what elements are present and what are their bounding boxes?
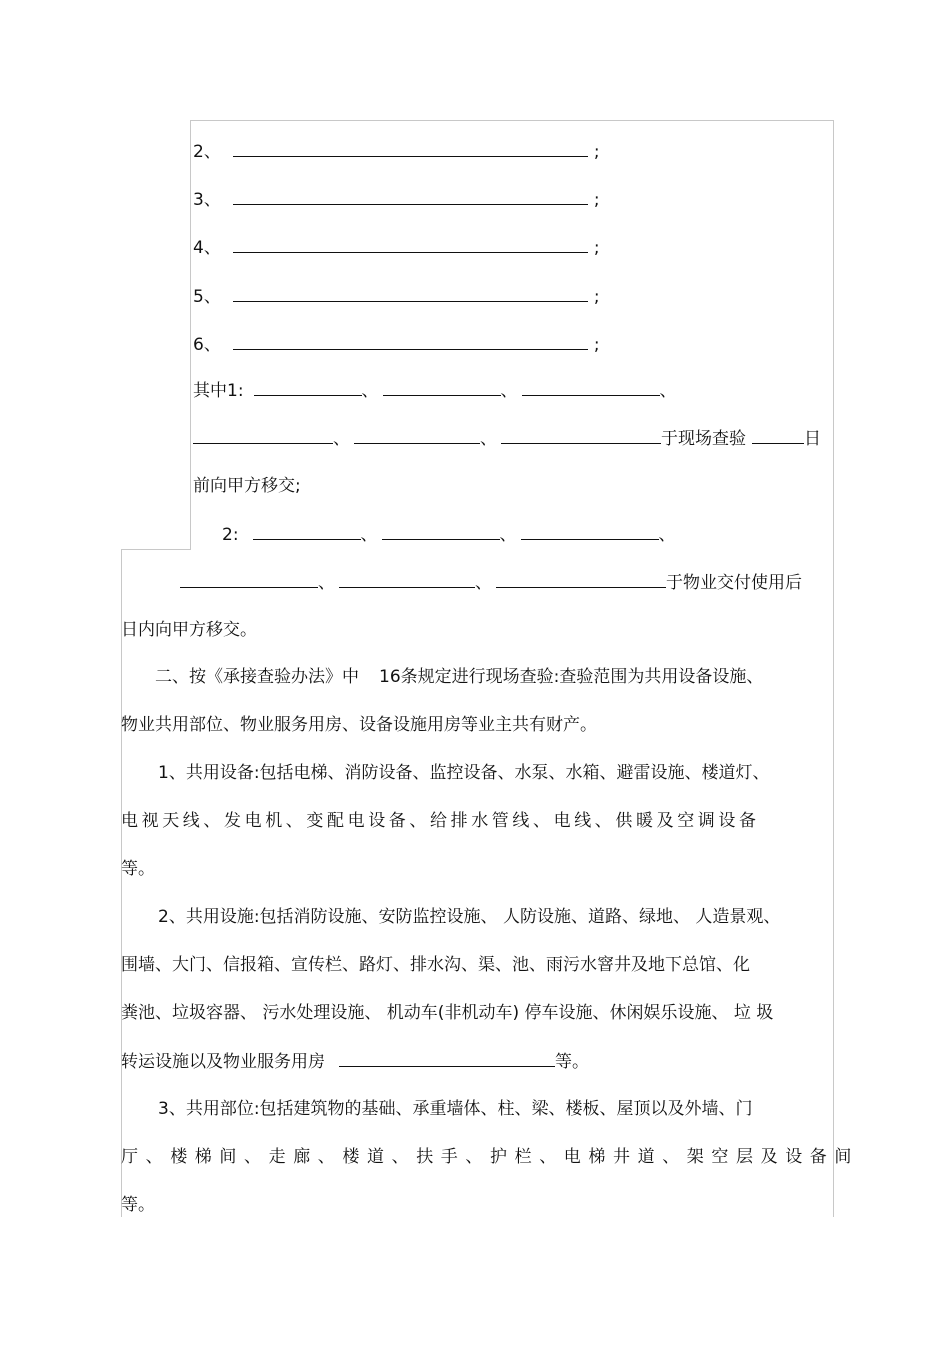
para1-line2: 电视天线、发电机、变配电设备、给排水管线、电线、供暖及空调设备 bbox=[121, 811, 760, 831]
section2-line2: 物业共用部位、物业服务用房、设备设施用房等业主共有财产。 bbox=[121, 715, 597, 735]
para2-text: 转运设施以及物业服务用房 bbox=[121, 1052, 325, 1072]
section2-line1 bbox=[155, 665, 763, 689]
para3-line3: 等。 bbox=[121, 1195, 155, 1215]
blank-line bbox=[233, 332, 588, 350]
item-number: 3、 bbox=[193, 190, 221, 210]
clause1-prefix: 其中1: bbox=[193, 381, 244, 401]
blank-line bbox=[233, 139, 588, 157]
clause1-line1 bbox=[193, 378, 677, 402]
blank-line bbox=[339, 1049, 555, 1067]
item-end: ; bbox=[593, 238, 600, 258]
item-end: ; bbox=[593, 190, 600, 210]
blank-line bbox=[193, 426, 333, 444]
blank-line bbox=[522, 378, 660, 396]
para1-line3: 等。 bbox=[121, 859, 155, 879]
item-end: ; bbox=[593, 287, 600, 307]
page-frame-right bbox=[833, 120, 834, 1217]
para2-line3: 粪池、垃圾容器、 污水处理设施、 机动车(非机动车) 停车设施、休闲娱乐设施、 垃 圾 bbox=[121, 1003, 774, 1023]
item-number: 4、 bbox=[193, 238, 221, 258]
clause2-line1 bbox=[222, 522, 676, 546]
clause2-line2 bbox=[180, 570, 802, 594]
item-end: ; bbox=[593, 142, 600, 162]
blank-line bbox=[254, 378, 362, 396]
separator: 、 bbox=[499, 525, 517, 545]
blank-line bbox=[521, 522, 659, 540]
item-end: ; bbox=[593, 335, 600, 355]
item-number: 2、 bbox=[193, 142, 221, 162]
list-item bbox=[193, 187, 600, 211]
para2-line1: 2、共用设施:包括消防设施、安防监控设施、 人防设施、道路、绿地、 人造景观、 bbox=[158, 907, 781, 927]
separator: 、 bbox=[480, 429, 497, 449]
clause2-line3: 日内向甲方移交。 bbox=[121, 620, 257, 640]
separator: 、 bbox=[360, 525, 378, 545]
blank-line bbox=[752, 426, 804, 444]
blank-line bbox=[180, 570, 318, 588]
clause2-prefix: 2: bbox=[222, 525, 239, 545]
clause1-line2 bbox=[193, 426, 821, 450]
item-number: 5、 bbox=[193, 287, 221, 307]
separator: 、 bbox=[500, 381, 518, 401]
separator: 、 bbox=[361, 381, 379, 401]
section2-text: 16条规定进行现场查验:查验范围为共用设备设施、 bbox=[379, 667, 764, 687]
blank-line bbox=[382, 522, 500, 540]
blank-line bbox=[233, 235, 588, 253]
clause1-day: 日 bbox=[804, 429, 821, 449]
separator: 、 bbox=[659, 381, 677, 401]
blank-line bbox=[233, 187, 588, 205]
page-frame-left-lower bbox=[121, 549, 122, 1217]
blank-line bbox=[253, 522, 361, 540]
blank-line bbox=[496, 570, 666, 588]
list-item bbox=[193, 235, 600, 259]
para3-line2: 厅、楼梯间、走廊、楼道、扶手、护栏、电梯井道、架空层及设备间 bbox=[121, 1147, 859, 1167]
item-number: 6、 bbox=[193, 335, 221, 355]
separator: 、 bbox=[318, 573, 335, 593]
page-frame-left-upper bbox=[190, 120, 191, 550]
para2-end: 等。 bbox=[555, 1052, 589, 1072]
separator: 、 bbox=[475, 573, 492, 593]
page-frame-top bbox=[190, 120, 833, 121]
clause1-on-site: 于现场查验 bbox=[661, 429, 746, 449]
separator: 、 bbox=[333, 429, 350, 449]
para2-line4 bbox=[121, 1049, 589, 1073]
para1-line1: 1、共用设备:包括电梯、消防设备、监控设备、水泵、水箱、避雷设施、楼道灯、 bbox=[158, 763, 770, 783]
clause2-delivery: 于物业交付使用后 bbox=[666, 573, 802, 593]
list-item bbox=[193, 332, 600, 356]
list-item bbox=[193, 139, 600, 163]
page-frame-step bbox=[121, 549, 191, 550]
blank-line bbox=[383, 378, 501, 396]
blank-line bbox=[501, 426, 661, 444]
separator: 、 bbox=[658, 525, 676, 545]
blank-line bbox=[354, 426, 480, 444]
para2-line2: 围墙、大门、信报箱、宣传栏、路灯、排水沟、渠、池、雨污水窨井及地下总馆、化 bbox=[121, 955, 750, 975]
clause1-line3: 前向甲方移交; bbox=[193, 476, 301, 496]
section2-heading: 二、按《承接查验办法》中 bbox=[155, 667, 359, 687]
blank-line bbox=[339, 570, 475, 588]
blank-line bbox=[233, 284, 588, 302]
list-item bbox=[193, 284, 600, 308]
para3-line1: 3、共用部位:包括建筑物的基础、承重墙体、柱、梁、楼板、屋顶以及外墙、门 bbox=[158, 1099, 753, 1119]
